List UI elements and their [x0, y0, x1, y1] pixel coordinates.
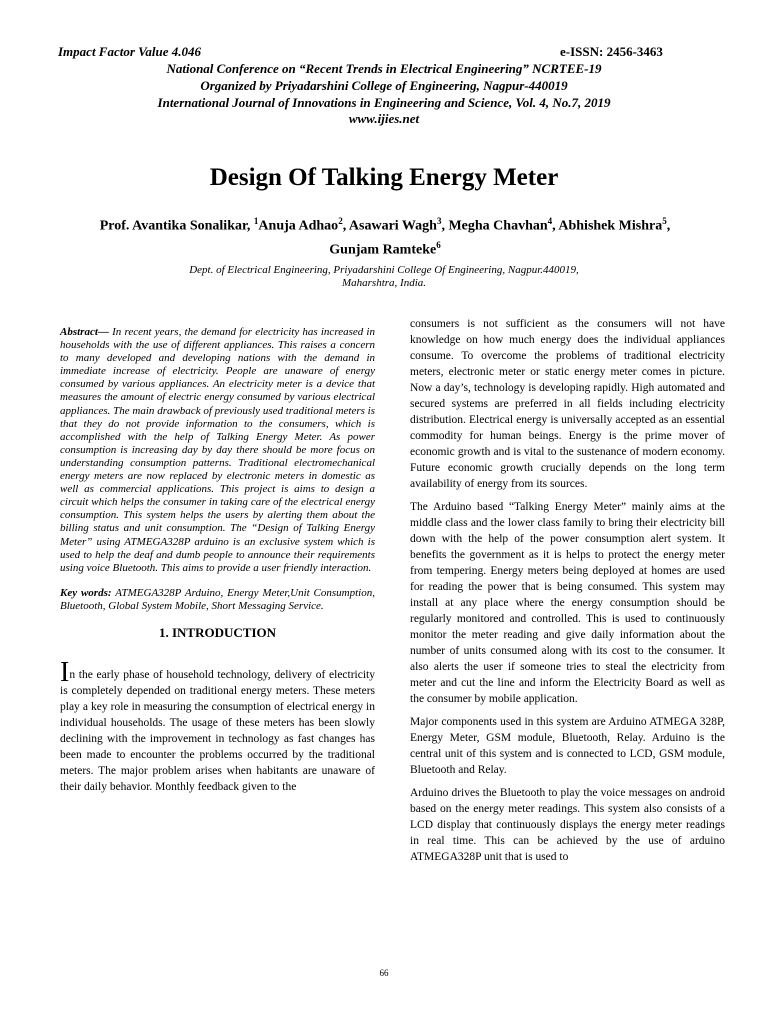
intro-paragraph: [60, 656, 375, 795]
organizer: Organized by Priyadarshini College of Engineering, Nagpur-440019: [200, 78, 568, 93]
author-4: , Megha Chavhan: [441, 218, 548, 234]
conference-name: National Conference on “Recent Trends in Electrical Engineering” NCRTEE-19: [166, 61, 602, 76]
author-sup: 5: [662, 216, 667, 226]
page-number: 66: [379, 968, 389, 978]
issn: e-ISSN: 2456-3463: [560, 44, 663, 59]
right-column: [410, 316, 725, 872]
paper-title: Design Of Talking Energy Meter: [209, 164, 559, 191]
paragraph: The Arduino based “Talking Energy Meter” mainly aims at the middle class and the lower class family to bring their electricity bill down with the help of the power consumption alert system. It benefits the government as it is helps to protect the energy meter from tempering. Energy meters being deployed at homes are used for reading the power that is being consumed. This system may install at any place where the energy consumption should be regularly monitored and controlled. This is used to continuously monitor the meter reading and give daily information about the number of units consumed along with its cost to the consumer. It also alerts the user if someone tries to steal the electricity from meter and cut the line and inform the Electricity Board as well as the consumer by mobile application.: [410, 501, 725, 705]
abstract-label: Abstract: [60, 326, 98, 338]
left-column: [60, 326, 375, 802]
author-list: [55, 212, 715, 259]
author-sup: 6: [436, 239, 441, 250]
author-2: Anuja Adhao: [258, 218, 339, 234]
keywords-label: Key words:: [60, 586, 112, 599]
affiliation-line: Maharshtra, India.: [341, 277, 427, 289]
author-sup: 1: [253, 216, 259, 226]
impact-factor: Impact Factor Value 4.046: [58, 44, 202, 59]
affiliation: [120, 264, 648, 290]
author-5: , Abhishek Mishra: [552, 218, 663, 234]
affiliation-line: Dept. of Electrical Engineering, Priyadarshini College Of Engineering, Nagpur.440019,: [189, 264, 579, 276]
author-sup: 4: [547, 216, 553, 226]
drop-cap: I: [60, 656, 70, 688]
author-sup: 2: [338, 216, 343, 226]
author-sep: ,: [666, 218, 671, 234]
paragraph: consumers is not sufficient as the consumers will not have knowledge on how much energy does the individual appliances consume. To overcome the problems of traditional electricity meters, electronic meter or static energy meter comes in picture. Now a day’s, technology is developing rapidly. High automated and secured systems are preferred in all fields including electricity distribution. Electrical energy is universally accepted as an essential commodity for human beings. Energy is the prime mover of economic growth and is vital to the sustenance of modern economy. Future economic growth crucially depends on the long term availability of energy from its sources.: [410, 318, 725, 490]
section-heading: 1. INTRODUCTION: [158, 624, 276, 640]
abstract: [60, 326, 375, 575]
author-3: , Asawari Wagh: [342, 218, 437, 234]
abstract-text: In recent years, the demand for electricity has increased in households with the use of different appliances. This raises a concern to many developed and developing nations with the demand in immediate increase of electricity. People are unaware of energy consumed by various appliances. An electricity meter is a device that measures the amount of electric energy consumed by various electrical appliances. The main drawback of previously used traditional meters is that they do not provide information to the consumers, which is accomplished with the help of Talking Energy Meter. As power consumption is increasing day by day there should be more focus on understanding consumption patterns. Traditional electromechanical energy meters are now replaced by electronic meters in domestic as well as commercial applications. This project is aims to design a circuit which helps the consumer in taking care of the electrical energy consumption. This system helps the users by alerting them about the billing status and unit consumption. The “Design of Talking Energy Meter” using ATMEGA328P arduino is an exclusive system which is used to help the deaf and dumb people to announce their requirements using voice Bluetooth. This aims to provide a user friendly interaction.: [60, 326, 375, 574]
paragraph: Major components used in this system are Arduino ATMEGA 328P, Energy Meter, GSM module, Bluetooth, Relay. Arduino is the central unit of this system and is connected to LCD, GSM module, Bluetooth and Relay.: [410, 716, 725, 776]
journal-info: International Journal of Innovations in Engineering and Science, Vol. 4, No.7, 2019: [157, 95, 611, 110]
abstract-dash: —: [97, 326, 113, 338]
journal-website: www.ijies.net: [348, 111, 420, 126]
author-6: Gunjam Ramteke: [329, 242, 437, 258]
keywords-text: ATMEGA328P Arduino, Energy Meter,Unit Consumption, Bluetooth, Global System Mobile, Short Messaging Service.: [60, 586, 375, 612]
author-1: Prof. Avantika Sonalikar,: [99, 218, 254, 234]
paragraph: Arduino drives the Bluetooth to play the voice messages on android based on the energy meter readings. This system also consists of a LCD display that continuously displays the energy meter readings in real time. This can be achieved by the use of arduino ATMEGA328P unit that is used to: [410, 787, 725, 863]
author-sup: 3: [436, 216, 442, 226]
keywords: [60, 587, 375, 613]
intro-text: n the early phase of household technology, delivery of electricity is completely depended on traditional energy meters. These meters play a key role in measuring the consumption of electrical energy in individual households. The usage of these meters has been slowly declining with the improvement in technology as fast changes has been made to encounter the problems occurred by the traditional meters. The major problem arises when habitants are unaware of their daily behavior. Monthly feedback given to the: [60, 668, 375, 793]
